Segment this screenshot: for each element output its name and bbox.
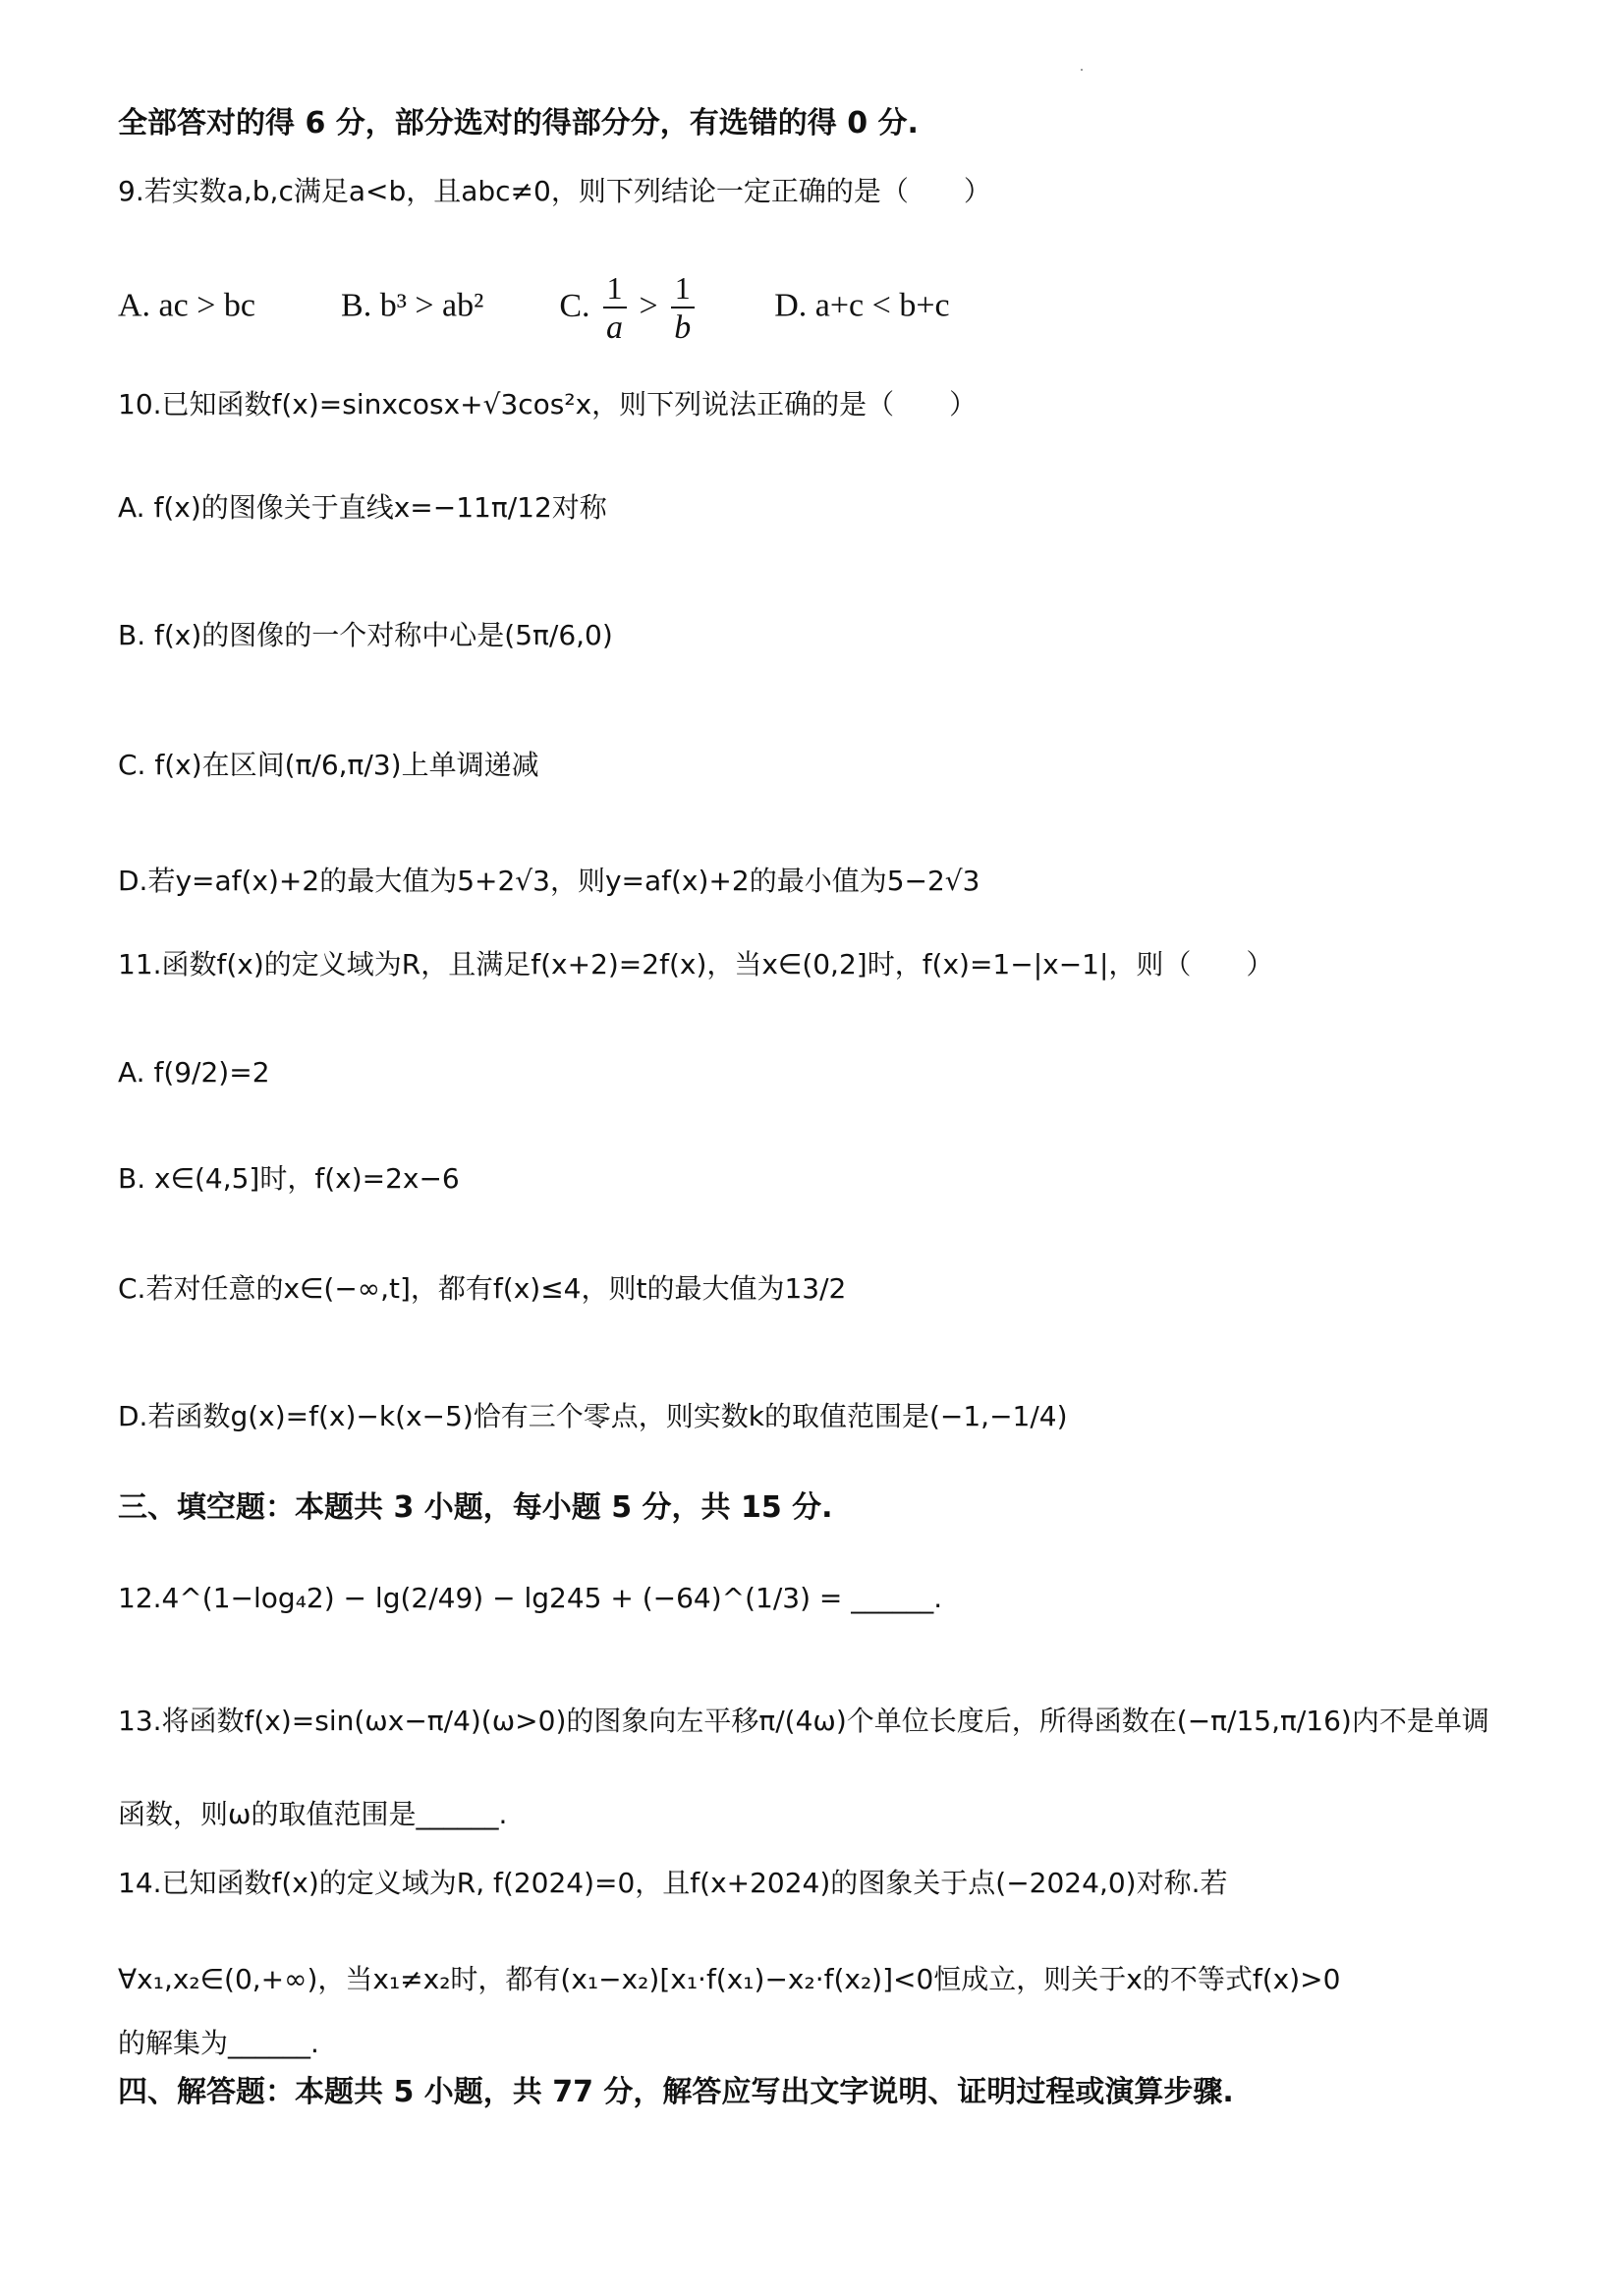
q11-option-b: B. x∈(4,5]时，f(x)=2x−6 <box>118 1162 460 1195</box>
q14-line-3: 的解集为______. <box>118 2027 319 2059</box>
q9-option-d: D. a+c < b+c <box>774 287 950 324</box>
q9-option-c: C. $\frac{1}{a}$ > $\frac{1}{b}$ <box>559 288 699 324</box>
q10-option-d: D.若y=af(x)+2的最大值为5+2√3，则y=af(x)+2的最小值为5−2√3 <box>118 865 980 897</box>
q10-stem: 10.已知函数f(x)=sinxcosx+√3cos²x，则下列说法正确的是（ ） <box>118 388 978 420</box>
q14-line-1: 14.已知函数f(x)的定义域为R, f(2024)=0，且f(x+2024)的图象关于点(−2024,0)对称.若 <box>118 1867 1228 1899</box>
q13-line-1: 13.将函数f(x)=sin(ωx−π/4)(ω>0)的图象向左平移π/(4ω)个单位长度后，所得函数在(−π/15,π/16)内不是单调 <box>118 1705 1489 1737</box>
q11-option-a: A. f(9/2)=2 <box>118 1056 270 1089</box>
q9-option-b: B. b³ > ab² <box>341 287 484 324</box>
q9-stem: 9.若实数a,b,c满足a<b，且abc≠0，则下列结论一定正确的是（ ） <box>118 175 991 207</box>
q11-stem: 11.函数f(x)的定义域为R，且满足f(x+2)=2f(x)，当x∈(0,2]时，f(x)=1−|x−1|，则（ ） <box>118 948 1274 980</box>
section-4-heading: 四、解答题：本题共 5 小题，共 77 分，解答应写出文字说明、证明过程或演算步骤. <box>118 2075 1234 2109</box>
scan-speck <box>1081 69 1083 71</box>
q11-option-c: C.若对任意的x∈(−∞,t]，都有f(x)≤4，则t的最大值为13/2 <box>118 1272 847 1305</box>
q9-options <box>118 270 950 347</box>
header-note: 全部答对的得 6 分，部分选对的得部分分，有选错的得 0 分. <box>118 106 919 140</box>
q13-line-2: 函数，则ω的取值范围是______. <box>118 1798 508 1830</box>
q11-option-d: D.若函数g(x)=f(x)−k(x−5)恰有三个零点，则实数k的取值范围是(−1,−1/4) <box>118 1400 1068 1432</box>
q12: 12.4^(1−log₄2) − lg(2/49) − lg245 + (−64)^(1/3) = ______. <box>118 1582 943 1614</box>
q9-option-a: A. ac > bc <box>118 287 256 324</box>
q10-option-a: A. f(x)的图像关于直线x=−11π/12对称 <box>118 491 607 524</box>
q10-option-b: B. f(x)的图像的一个对称中心是(5π/6,0) <box>118 619 613 651</box>
q14-line-2: ∀x₁,x₂∈(0,+∞)，当x₁≠x₂时，都有(x₁−x₂)[x₁·f(x₁)−x₂·f(x₂)]<0恒成立，则关于x的不等式f(x)>0 <box>118 1963 1341 1995</box>
q10-option-c: C. f(x)在区间(π/6,π/3)上单调递减 <box>118 749 539 781</box>
section-3-heading: 三、填空题：本题共 3 小题，每小题 5 分，共 15 分. <box>118 1490 833 1525</box>
